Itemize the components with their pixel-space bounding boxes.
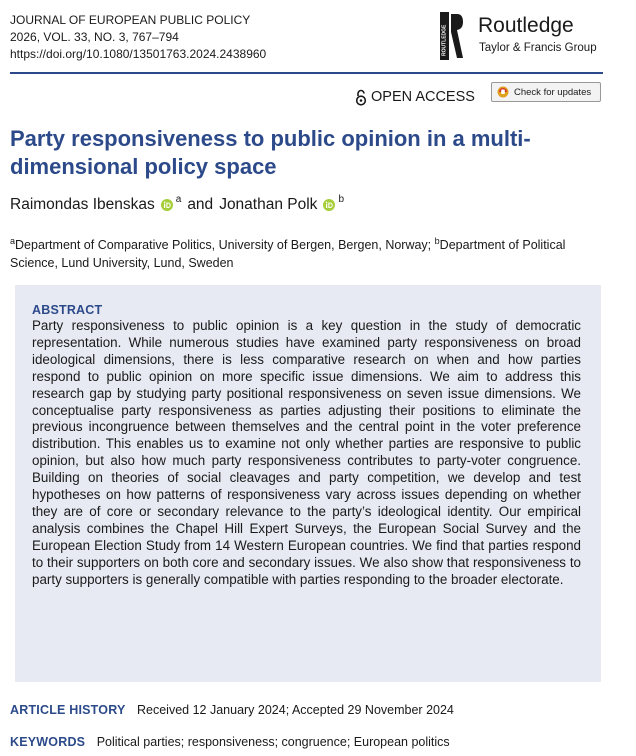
publisher-subtitle: Taylor & Francis Group (479, 42, 597, 54)
affil-mark: a (10, 236, 16, 246)
check-for-updates-label: Check for updates (514, 86, 592, 98)
check-for-updates-button[interactable] (491, 82, 601, 102)
publisher-logo[interactable] (440, 10, 630, 62)
abstract-text: Party responsiveness to public opinion is a key question in the study of democratic representation. While numerous studies have examined party responsiveness on broad ideological dimensions, there is less comparative research on when and how parties respond to public opinion on more specific issue dimensions. We aim to address this research gap by studying party positional responsiveness on seven issue dimensions. We conceptualise party responsiveness as parties adjusting their positions to eliminate the previous incongruence between themselves and the central point in the voter preference distribution. This enables us to examine not only whether parties are responsive to public opinion, but also how much party responsiveness contributes to party-voter congruence. Building on theories of social cleavages and party competition, we develop and test hypotheses on how patterns of responsiveness vary across issues depending on whether they are of core or secondary relevance to the party’s ideological identity. Our empirical analysis combines the Chapel Hill Expert Surveys, the European Social Survey and the European Election Study from 14 Western European countries. We find that parties respond to their supporters on both core and secondary issues. We also show that responsiveness to party supporters is generally compatible with parties responding to the broader electorate. (32, 318, 581, 587)
author-affil-mark: b (338, 194, 344, 205)
article-history (10, 703, 454, 717)
abstract-heading: ABSTRACT (32, 303, 103, 317)
logo-vertical-text: ROUTLEDGE (441, 24, 448, 56)
affiliations (10, 232, 608, 272)
affil-text: Department of Comparative Politics, University of Bergen, Bergen, Norway; (15, 238, 432, 253)
author-affil-mark: a (175, 194, 182, 205)
affil-mark: b (434, 236, 440, 246)
author-conjunction: and (187, 196, 214, 213)
lock-open-icon (355, 89, 367, 106)
article-title: Party responsiveness to public opinion in a multi-dimensional policy space (10, 126, 531, 179)
author-name[interactable]: Jonathan Polk (219, 196, 318, 213)
keywords-label: KEYWORDS (10, 735, 86, 749)
open-access-label: OPEN ACCESS (371, 89, 475, 105)
author-list (10, 195, 344, 215)
publisher-name: Routledge (478, 14, 574, 37)
keywords (10, 735, 450, 749)
routledge-logo-icon (440, 12, 464, 60)
doi-link[interactable]: https://doi.org/10.1080/13501763.2024.2438960 (10, 47, 267, 61)
header-divider (10, 72, 603, 74)
orcid-icon[interactable] (161, 199, 173, 211)
affil-text: Department of Political Science, Lund University, Lund, Sweden (10, 238, 566, 271)
author-name[interactable]: Raimondas Ibenskas (10, 196, 155, 213)
article-history-text: Received 12 January 2024; Accepted 29 November 2024 (137, 703, 454, 717)
keywords-text: Political parties; responsiveness; congruence; European politics (96, 735, 450, 749)
orcid-icon[interactable] (323, 199, 335, 211)
crossmark-icon (497, 86, 509, 98)
article-history-label: ARTICLE HISTORY (10, 703, 126, 717)
journal-name: JOURNAL OF EUROPEAN PUBLIC POLICY (10, 13, 251, 27)
journal-info (10, 12, 266, 63)
journal-volume: 2026, VOL. 33, NO. 3, 767–794 (10, 30, 179, 44)
open-access-badge (355, 86, 475, 108)
